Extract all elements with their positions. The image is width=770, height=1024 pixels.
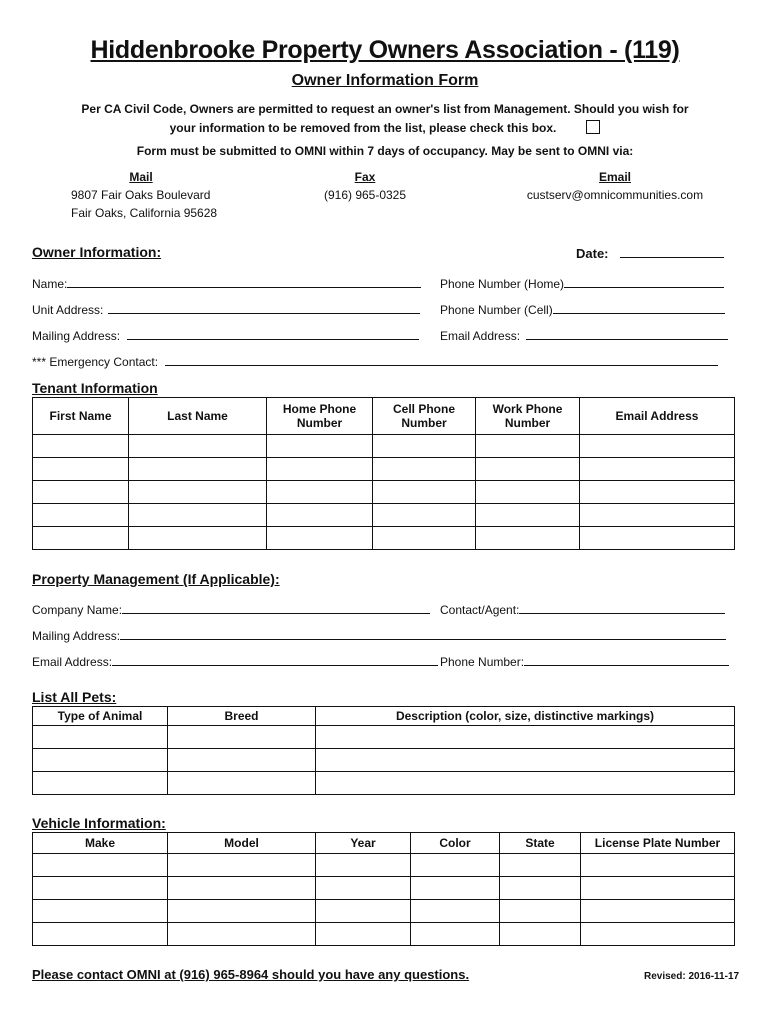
contact-agent-field <box>440 601 725 617</box>
cell[interactable] <box>168 877 316 900</box>
cell[interactable] <box>373 458 476 481</box>
pets-header-row <box>33 707 735 726</box>
phone-cell-label: Phone Number (Cell) <box>440 303 553 317</box>
mail-contact <box>71 168 217 222</box>
cell[interactable] <box>476 527 580 550</box>
cell[interactable] <box>168 854 316 877</box>
cell[interactable] <box>316 877 411 900</box>
cell[interactable] <box>476 481 580 504</box>
table-row <box>33 900 735 923</box>
col-cell-phone: Cell Phone Number <box>373 398 476 435</box>
cell[interactable] <box>168 726 316 749</box>
cell[interactable] <box>476 435 580 458</box>
col-last-name: Last Name <box>129 398 267 435</box>
cell[interactable] <box>33 923 168 946</box>
owner-email-label: Email Address: <box>440 329 521 343</box>
contact-agent-input[interactable] <box>519 601 725 614</box>
cell[interactable] <box>33 435 129 458</box>
tenant-info-heading: Tenant Information <box>32 380 158 396</box>
company-name-label: Company Name: <box>32 603 123 617</box>
submission-instructions: Form must be submitted to OMNI within 7 days of occupancy. May be sent to OMNI via: <box>136 144 634 158</box>
cell[interactable] <box>33 772 168 795</box>
col-description: Description (color, size, distinctive markings) <box>316 707 735 726</box>
cell[interactable] <box>500 877 581 900</box>
cell[interactable] <box>33 527 129 550</box>
cell[interactable] <box>33 481 129 504</box>
cell[interactable] <box>168 749 316 772</box>
date-label: Date: <box>576 246 609 261</box>
form-subtitle: Owner Information Form <box>291 72 479 89</box>
table-row <box>33 854 735 877</box>
col-state: State <box>500 833 581 854</box>
cell[interactable] <box>129 458 267 481</box>
cell[interactable] <box>129 435 267 458</box>
email-contact <box>510 168 720 204</box>
cell[interactable] <box>267 504 373 527</box>
unit-address-input[interactable] <box>108 301 420 314</box>
pm-email-field <box>32 653 438 669</box>
cell[interactable] <box>411 854 500 877</box>
table-row <box>33 749 735 772</box>
pm-phone-field <box>440 653 729 669</box>
vehicle-table <box>32 832 735 946</box>
col-color: Color <box>411 833 500 854</box>
owner-email-input[interactable] <box>526 327 728 340</box>
mailing-address-input[interactable] <box>127 327 419 340</box>
remove-from-list-checkbox[interactable] <box>586 120 600 134</box>
cell[interactable] <box>316 900 411 923</box>
cell[interactable] <box>129 527 267 550</box>
page-title: Hiddenbrooke Property Owners Association - (119) <box>90 36 680 64</box>
mail-address-line-2: Fair Oaks, California 95628 <box>71 206 218 220</box>
phone-home-field <box>440 275 724 291</box>
phone-home-label: Phone Number (Home) <box>440 277 565 291</box>
owner-info-heading: Owner Information: <box>32 244 162 260</box>
table-row <box>33 481 735 504</box>
owner-name-field <box>32 275 421 291</box>
cell[interactable] <box>33 877 168 900</box>
cell[interactable] <box>581 854 735 877</box>
cell[interactable] <box>168 772 316 795</box>
cell[interactable] <box>267 435 373 458</box>
col-work-phone: Work Phone Number <box>476 398 580 435</box>
footer-contact-note: Please contact OMNI at (916) 965-8964 should you have any questions. <box>32 967 470 982</box>
unit-address-field <box>32 301 420 317</box>
cell[interactable] <box>33 458 129 481</box>
table-row <box>33 504 735 527</box>
cell[interactable] <box>580 458 735 481</box>
fax-contact <box>300 168 430 204</box>
pm-mailing-address-field <box>32 627 726 643</box>
cell[interactable] <box>316 749 735 772</box>
date-field <box>576 245 724 261</box>
cell[interactable] <box>33 726 168 749</box>
cell[interactable] <box>580 527 735 550</box>
table-row <box>33 435 735 458</box>
vehicle-header-row <box>33 833 735 854</box>
col-model: Model <box>168 833 316 854</box>
cell[interactable] <box>129 504 267 527</box>
pm-email-input[interactable] <box>112 653 438 666</box>
notice-line-1: Per CA Civil Code, Owners are permitted to request an owner's list from Management. Should you wish for <box>81 102 689 116</box>
cell[interactable] <box>411 923 500 946</box>
table-row <box>33 877 735 900</box>
col-license-plate: License Plate Number <box>581 833 735 854</box>
phone-cell-field <box>440 301 725 317</box>
notice-line-2 <box>40 119 730 138</box>
mailing-address-field <box>32 327 419 343</box>
cell[interactable] <box>129 481 267 504</box>
date-input[interactable] <box>620 245 724 258</box>
cell[interactable] <box>373 435 476 458</box>
pm-phone-label: Phone Number: <box>440 655 525 669</box>
tenant-table <box>32 397 735 550</box>
mail-label: Mail <box>129 170 153 184</box>
fax-label: Fax <box>354 170 376 184</box>
pm-mailing-address-label: Mailing Address: <box>32 629 121 643</box>
contact-agent-label: Contact/Agent: <box>440 603 520 617</box>
emergency-contact-label: *** Emergency Contact: <box>32 355 159 369</box>
pm-mailing-address-input[interactable] <box>120 627 726 640</box>
phone-cell-input[interactable] <box>553 301 725 314</box>
cell[interactable] <box>33 504 129 527</box>
pm-email-label: Email Address: <box>32 655 113 669</box>
cell[interactable] <box>580 481 735 504</box>
cell[interactable] <box>411 877 500 900</box>
cell[interactable] <box>581 877 735 900</box>
owner-email-field <box>440 327 728 343</box>
notice-line-2-text: your information to be removed from the list, please check this box. <box>169 121 557 135</box>
cell[interactable] <box>168 923 316 946</box>
col-type-of-animal: Type of Animal <box>33 707 168 726</box>
cell[interactable] <box>316 772 735 795</box>
name-input[interactable] <box>67 275 421 288</box>
col-home-phone: Home Phone Number <box>267 398 373 435</box>
company-name-input[interactable] <box>122 601 430 614</box>
cell[interactable] <box>33 749 168 772</box>
cell[interactable] <box>476 504 580 527</box>
cell[interactable] <box>581 900 735 923</box>
email-label: Email <box>598 170 631 184</box>
revision-date: Revised: 2016-11-17 <box>644 971 740 982</box>
cell[interactable] <box>316 854 411 877</box>
pets-table <box>32 706 735 795</box>
cell[interactable] <box>373 481 476 504</box>
col-make: Make <box>33 833 168 854</box>
cell[interactable] <box>373 527 476 550</box>
email-address-link[interactable]: custserv@omnicommunities.com <box>526 188 704 202</box>
cell[interactable] <box>500 900 581 923</box>
mailing-address-label: Mailing Address: <box>32 329 121 343</box>
cell[interactable] <box>411 900 500 923</box>
table-row <box>33 772 735 795</box>
cell[interactable] <box>316 923 411 946</box>
cell[interactable] <box>316 726 735 749</box>
phone-home-input[interactable] <box>564 275 724 288</box>
cell[interactable] <box>33 854 168 877</box>
cell[interactable] <box>168 900 316 923</box>
cell[interactable] <box>373 504 476 527</box>
table-row <box>33 458 735 481</box>
pets-heading: List All Pets: <box>32 689 117 705</box>
pm-phone-input[interactable] <box>524 653 729 666</box>
fax-number: (916) 965-0325 <box>323 188 407 202</box>
cell[interactable] <box>581 923 735 946</box>
mail-address-line-1: 9807 Fair Oaks Boulevard <box>71 188 211 202</box>
col-first-name: First Name <box>33 398 129 435</box>
cell[interactable] <box>267 458 373 481</box>
privacy-notice <box>40 100 730 138</box>
table-row <box>33 923 735 946</box>
emergency-contact-field <box>32 353 718 369</box>
name-label: Name: <box>32 277 68 291</box>
cell[interactable] <box>476 458 580 481</box>
table-row <box>33 527 735 550</box>
table-row <box>33 726 735 749</box>
col-email-address: Email Address <box>580 398 735 435</box>
unit-address-label: Unit Address: <box>32 303 104 317</box>
emergency-contact-input[interactable] <box>165 353 718 366</box>
tenant-header-row <box>33 398 735 435</box>
cell[interactable] <box>267 481 373 504</box>
col-breed: Breed <box>168 707 316 726</box>
vehicle-info-heading: Vehicle Information: <box>32 815 166 831</box>
cell[interactable] <box>267 527 373 550</box>
cell[interactable] <box>580 435 735 458</box>
cell[interactable] <box>500 923 581 946</box>
company-name-field <box>32 601 430 617</box>
property-management-heading: Property Management (If Applicable): <box>32 571 280 587</box>
col-year: Year <box>316 833 411 854</box>
cell[interactable] <box>580 504 735 527</box>
cell[interactable] <box>33 900 168 923</box>
cell[interactable] <box>500 854 581 877</box>
